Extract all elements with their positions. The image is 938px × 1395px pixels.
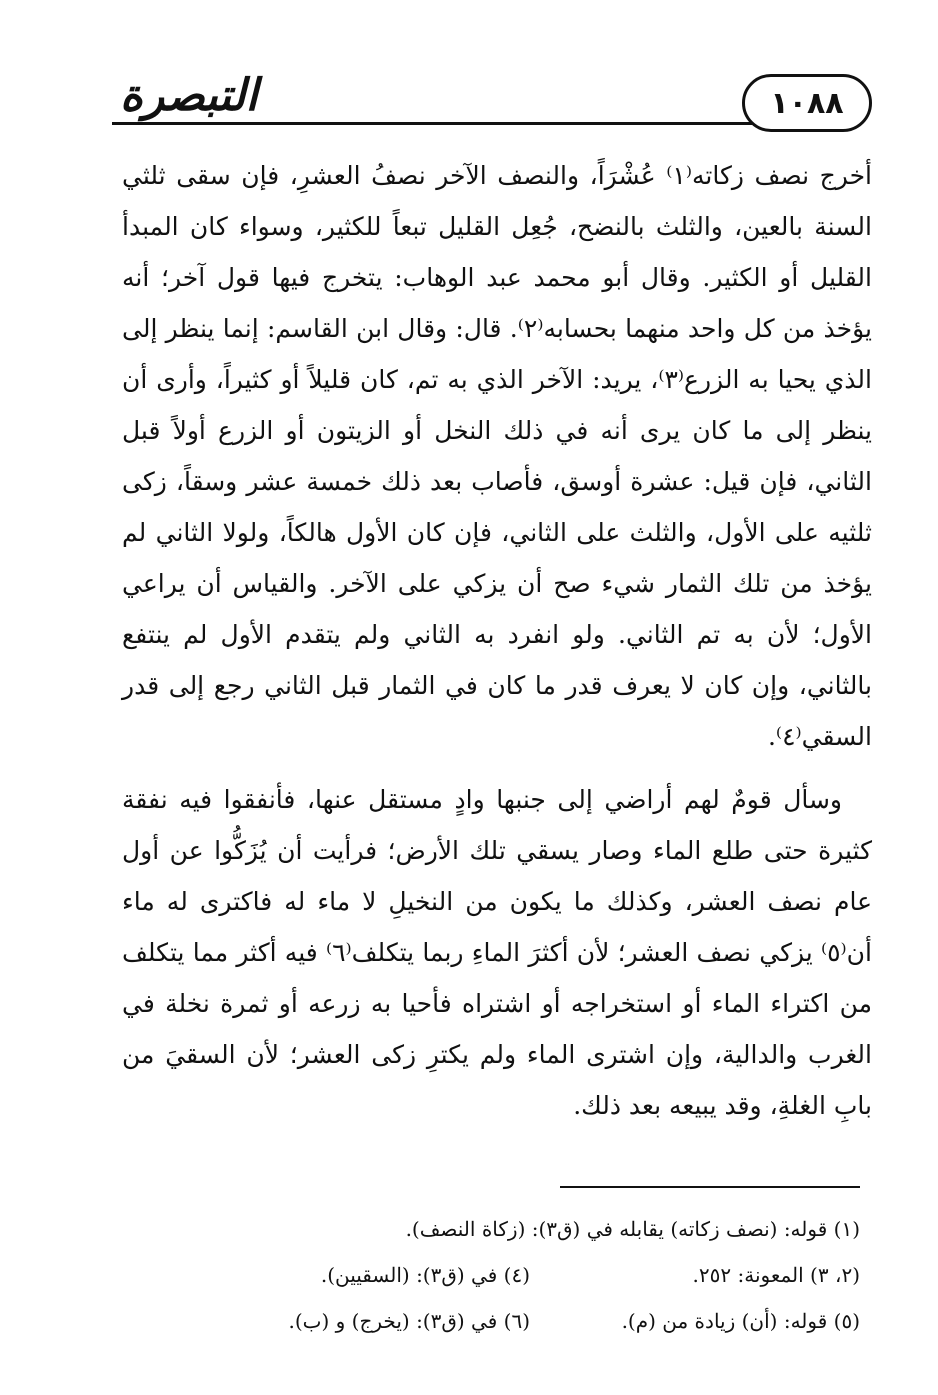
footnote: (٥) قوله: (أن) زيادة من (م). — [621, 1309, 860, 1333]
book-title: التبصرة — [120, 70, 258, 121]
footnote: (١) قوله: (نصف زكاته) يقابله في (ق٣): (زكاة النصف). — [405, 1217, 860, 1241]
paragraph: أخرج نصف زكاته⁽١⁾ عُشْرَاً، والنصف الآخر نصفُ العشرِ، فإن سقى ثلثي السنة بالعين، والثلث بالنضح، جُعِل القليل تبعاً للكثير، وسواء كان المبدأ القليل أو الكثير. وقال أبو محمد عبد الوهاب: يتخرج فيها قول آخر؛ أنه يؤخذ من كل واحد منهما بحسابه⁽٢⁾. قال: وقال ابن القاسم: إنما ينظر إلى الذي يحيا به الزرع⁽٣⁾، يريد: الآخر الذي به تم، كان قليلاً أو كثيراً، وأرى أن ينظر إلى ما كان يرى أنه في ذلك النخل أو الزيتون أو الزرع أولاً قبل الثاني، فإن قيل: عشرة أوسق، فأصاب بعد ذلك خمسة عشر وسقاً، زكى ثلثيه على الأول، والثلث على الثاني، فإن كان الأول هالكاً، ولولا الثاني لم يؤخذ من تلك الثمار شيء صح أن يزكي على الآخر. والقياس أن يراعي الأول؛ لأن به تم الثاني. ولو انفرد به الثاني ولم يتقدم الأول لم ينتفع بالثاني، وإن كان لا يعرف قدر ما كان في الثمار قبل الثاني رجع إلى قدر السقي⁽٤⁾. — [122, 161, 872, 751]
main-text — [122, 150, 872, 1131]
page-header — [112, 60, 872, 140]
footnote: (٤) في (ق٣): (السقيين). — [320, 1263, 530, 1287]
footnote: (٢، ٣) المعونة: ٢٥٢. — [692, 1263, 860, 1287]
footnote-row — [200, 1298, 860, 1344]
header-rule — [112, 122, 752, 125]
page-number: ١٠٨٨ — [742, 74, 872, 132]
footnote: (٦) في (ق٣): (يخرج) و (ب). — [288, 1309, 530, 1333]
footnotes — [200, 1206, 860, 1344]
paragraph: وسأل قومٌ لهم أراضي إلى جنبها وادٍ مستقل عنها، فأنفقوا فيه نفقة كثيرة حتى طلع الماء وصار يسقي تلك الأرض؛ فرأيت أن يُزَكُّوا عن أول عام نصف العشر، وكذلك ما يكون من النخيلِ لا ماء له فاكترى له ماء أن⁽٥⁾ يزكي نصف العشر؛ لأن أكثرَ الماءِ ربما يتكلف⁽٦⁾ فيه أكثر مما يتكلف من اكتراء الماء أو استخراجه أو اشتراه فأحيا به زرعه أو ثمرة نخلة في الغرب والدالية، وإن اشترى الماء ولم يكترِ زكى العشر؛ لأن السقيَ من بابِ الغلةِ، وقد يبيعه بعد ذلك. — [122, 785, 872, 1120]
footnote-row — [200, 1252, 860, 1298]
footnote-divider — [560, 1186, 860, 1188]
